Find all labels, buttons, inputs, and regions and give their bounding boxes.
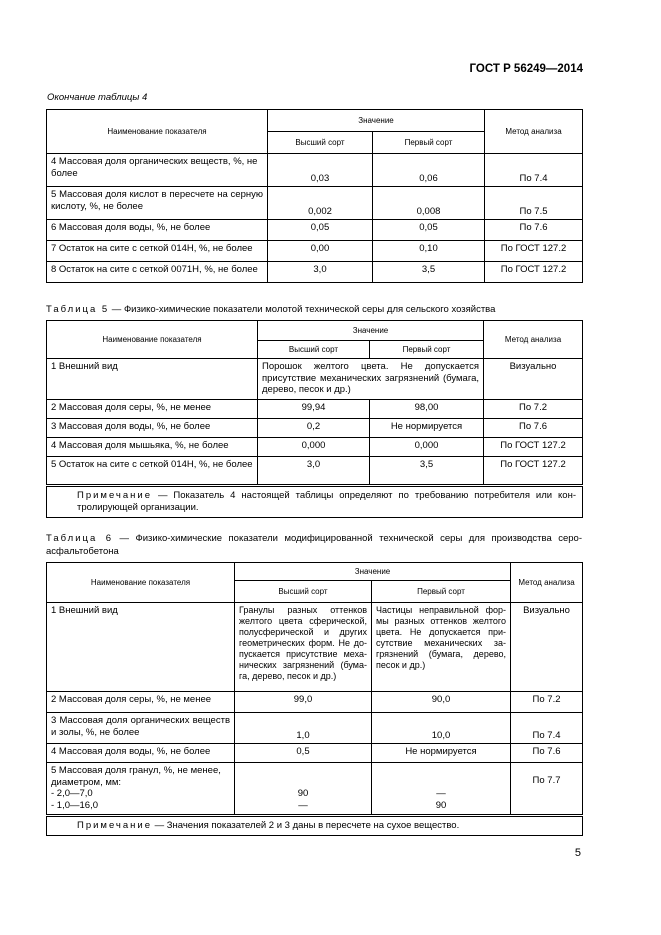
value-first: 90,0	[372, 692, 511, 713]
method: По ГОСТ 127.2	[485, 241, 583, 262]
note-text: — Значения показателей 2 и 3 даны в пересчете на сухое вещество.	[152, 820, 460, 831]
table-row	[47, 187, 583, 220]
table-5-title: — Физико-химические показатели молотой технической серы для сельского хозяйства	[109, 304, 496, 315]
value-top: 0,5	[235, 744, 372, 763]
method: Визуально	[484, 359, 583, 400]
row-name: 4 Массовая доля органических веществ, %, не более	[47, 154, 268, 187]
row-name-line: диаметром, мм:	[51, 776, 122, 788]
note-row	[47, 816, 583, 836]
method: По ГОСТ 127.2	[485, 262, 583, 283]
note-label: Примечание	[77, 490, 152, 501]
value-first: 3,5	[373, 262, 485, 283]
table-row	[47, 359, 583, 400]
note-row	[47, 486, 583, 518]
row-name: 5 Остаток на сите с сеткой 014Н, %, не более	[47, 457, 258, 486]
col-header-method: Метод анализа	[484, 321, 583, 359]
table-row	[47, 457, 583, 486]
method: По 7.5	[485, 187, 583, 220]
page-number: 5	[574, 847, 581, 859]
col-header-name: Наименование показателя	[47, 321, 258, 359]
row-name: 1 Внешний вид	[47, 603, 235, 692]
method: Визуально	[511, 603, 583, 692]
table-row	[47, 763, 583, 816]
row-name: 3 Массовая доля воды, %, не более	[47, 419, 258, 438]
value-first: Не нормируется	[372, 744, 511, 763]
value-top	[235, 763, 372, 816]
value-top: Гранулы разных оттенков желтого цвета сферической, полусферической и других геометрических форм. Не допускается присутствие механических загрязнений (бумага, дерево, песок и др.)	[235, 603, 372, 692]
table-row	[47, 713, 583, 744]
value-first	[372, 763, 511, 816]
col-header-top-grade: Высший сорт	[235, 581, 372, 603]
method: По 7.2	[511, 692, 583, 713]
document-code: ГОСТ Р 56249—2014	[469, 63, 583, 75]
value-first: 0,06	[373, 154, 485, 187]
value-first: Не нормируется	[370, 419, 484, 438]
value-top: 0,2	[258, 419, 370, 438]
table-row	[47, 603, 583, 692]
note-text: — Показатель 4 настоящей таблицы определяют по требованию потребителя или контролирующей организации.	[77, 490, 577, 513]
table-6-title: — Физико-химические показатели модифицированной технической серы для производства сероасфальтобетона	[46, 533, 582, 557]
value-first: 0,000	[370, 438, 484, 457]
value-line: —	[298, 799, 308, 811]
row-name: 3 Массовая доля органических веществ и золы, %, не более	[47, 713, 235, 744]
row-name: 2 Массовая доля серы, %, не менее	[47, 400, 258, 419]
row-name: 6 Массовая доля воды, %, не более	[47, 220, 268, 241]
table-5	[46, 320, 583, 518]
row-name: 2 Массовая доля серы, %, не менее	[47, 692, 235, 713]
method: По ГОСТ 127.2	[484, 457, 583, 486]
value-top: 3,0	[268, 262, 373, 283]
table-row	[47, 400, 583, 419]
col-header-top-grade: Высший сорт	[258, 341, 370, 359]
table-row	[47, 262, 583, 283]
table-row	[47, 438, 583, 457]
method: По 7.2	[484, 400, 583, 419]
col-header-method: Метод анализа	[511, 563, 583, 603]
row-name: 8 Остаток на сите с сеткой 0071Н, %, не более	[47, 262, 268, 283]
table-row	[47, 419, 583, 438]
table-6-note	[47, 816, 583, 836]
note-label: Примечание	[77, 820, 152, 831]
value-top: 0,05	[268, 220, 373, 241]
table-5-caption	[46, 303, 586, 316]
value-top: 0,000	[258, 438, 370, 457]
row-name: 1 Внешний вид	[47, 359, 258, 400]
value-merged: Порошок желтого цвета. Не допускается присутствие механических загрязнений (бумага, дерево, песок и др.)	[258, 359, 484, 400]
method: По 7.6	[511, 744, 583, 763]
value-line: 90	[297, 788, 309, 799]
method: По 7.6	[484, 419, 583, 438]
method: По 7.7	[511, 763, 583, 816]
table-5-label: Таблица 5	[46, 304, 110, 315]
row-name: 5 Массовая доля кислот в пересчете на серную кислоту, %, не более	[47, 187, 268, 220]
value-top: 99,94	[258, 400, 370, 419]
table-5-note	[47, 486, 583, 518]
row-name: 4 Массовая доля воды, %, не более	[47, 744, 235, 763]
table-6-label: Таблица 6	[46, 533, 114, 544]
table-row	[47, 744, 583, 763]
col-header-top-grade: Высший сорт	[268, 132, 373, 154]
value-first: 0,05	[373, 220, 485, 241]
col-header-method: Метод анализа	[485, 110, 583, 154]
col-header-first-grade: Первый сорт	[372, 581, 511, 603]
method: По 7.4	[511, 713, 583, 744]
method: По 7.6	[485, 220, 583, 241]
table-row	[47, 220, 583, 241]
value-first: 0,10	[373, 241, 485, 262]
table-row	[47, 692, 583, 713]
col-header-name: Наименование показателя	[47, 563, 235, 603]
table-6-caption	[46, 532, 582, 558]
value-top: 0,002	[268, 187, 373, 220]
method: По ГОСТ 127.2	[484, 438, 583, 457]
col-header-value: Значение	[258, 321, 484, 341]
col-header-first-grade: Первый сорт	[370, 341, 484, 359]
table-row	[47, 241, 583, 262]
row-name-line: 5 Массовая доля гранул, %, не менее,	[51, 765, 221, 776]
value-top: 0,03	[268, 154, 373, 187]
col-header-value: Значение	[268, 110, 485, 132]
method: По 7.4	[485, 154, 583, 187]
value-top: 99,0	[235, 692, 372, 713]
row-name-line: - 2,0—7,0	[51, 788, 93, 799]
table-row	[47, 154, 583, 187]
table-4	[46, 109, 583, 283]
value-line: —	[436, 788, 446, 799]
value-top: 1,0	[235, 713, 372, 744]
value-top: 0,00	[268, 241, 373, 262]
value-first: 98,00	[370, 400, 484, 419]
row-name	[47, 763, 235, 816]
value-first: 10,0	[372, 713, 511, 744]
continuation-title: Окончание таблицы 4	[47, 92, 148, 103]
table-6	[46, 562, 583, 836]
row-name: 4 Массовая доля мышьяка, %, не более	[47, 438, 258, 457]
col-header-value: Значение	[235, 563, 511, 581]
col-header-first-grade: Первый сорт	[373, 132, 485, 154]
value-line: 90	[435, 799, 447, 811]
value-top: 3,0	[258, 457, 370, 486]
value-first: 3,5	[370, 457, 484, 486]
row-name: 7 Остаток на сите с сеткой 014Н, %, не более	[47, 241, 268, 262]
value-first: Частицы неправильной формы разных оттенков желтого цвета. Не допускается присутствие механических загрязнений (бумага, дерево, песок и др.)	[372, 603, 511, 692]
row-name-line: - 1,0—16,0	[51, 799, 98, 811]
value-first: 0,008	[373, 187, 485, 220]
col-header-name: Наименование показателя	[47, 110, 268, 154]
